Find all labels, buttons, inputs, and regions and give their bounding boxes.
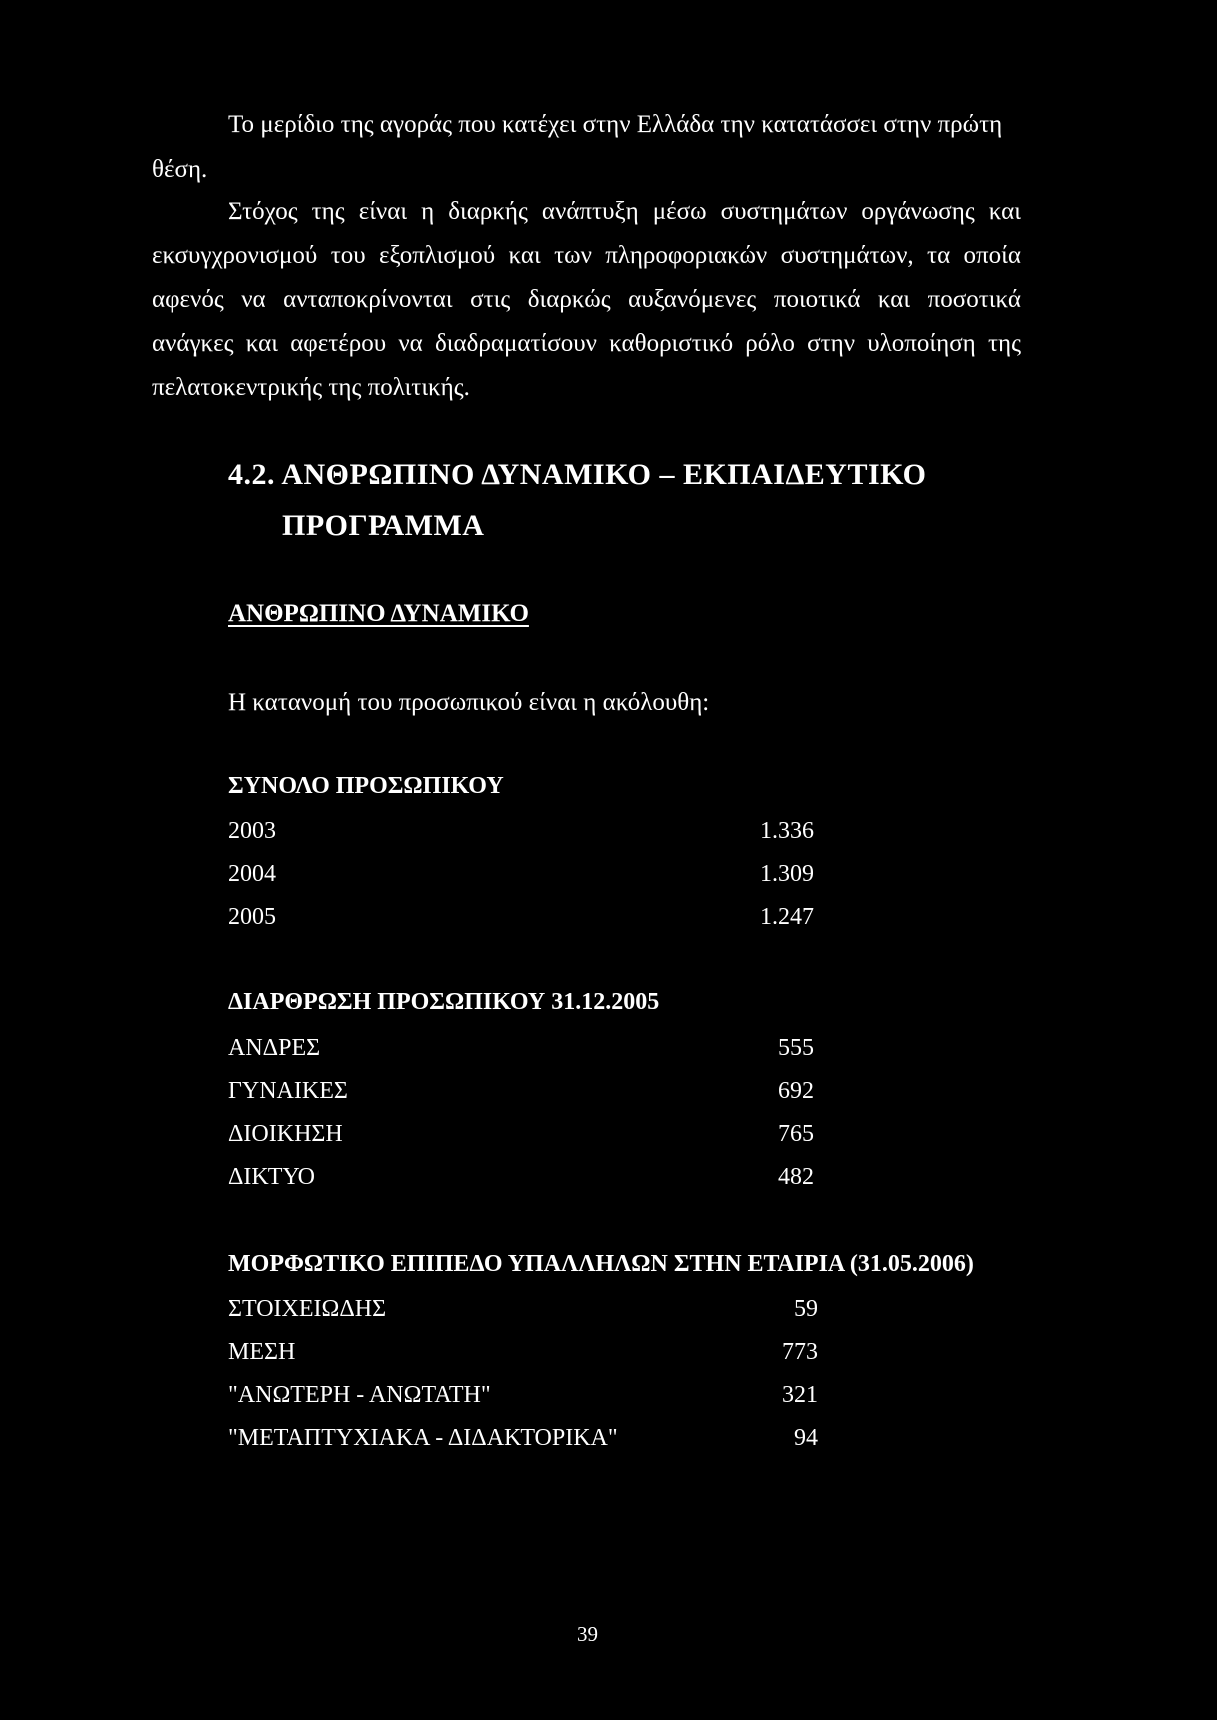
intro-line-2: θέση. <box>152 156 208 183</box>
intro-line-1: Το μερίδιο της αγοράς που κατέχει στην Ελλάδα την κατατάσσει στην πρώτη <box>228 111 1003 138</box>
row-label: ΜΕΣΗ <box>228 1339 296 1365</box>
row-value: 555 <box>778 1035 814 1061</box>
goal-line-1: Στόχος της είναι η διαρκής ανάπτυξη μέσω συστημάτων οργάνωσης και <box>228 198 1021 225</box>
row-value: 94 <box>794 1425 818 1451</box>
goal-line-3: αφενός να ανταποκρίνονται στις διαρκώς αυξανόμενες ποιοτικά και ποσοτικά <box>152 286 1021 313</box>
row-value: 59 <box>794 1296 818 1322</box>
row-label: ΓΥΝΑΙΚΕΣ <box>228 1078 348 1104</box>
row-value: 692 <box>778 1078 814 1104</box>
row-value: 765 <box>778 1121 814 1147</box>
row-value: 773 <box>782 1339 818 1365</box>
section-title-line-2: ΠΡΟΓΡΑΜΜΑ <box>282 509 485 542</box>
page-number: 39 <box>577 1622 598 1646</box>
row-label: "ΑΝΩΤΕΡΗ - ΑΝΩΤΑΤΗ" <box>228 1382 491 1408</box>
row-label: 2004 <box>228 861 276 887</box>
total-staff-heading: ΣΥΝΟΛΟ ΠΡΟΣΩΠΙΚΟΥ <box>228 773 504 799</box>
row-value: 1.247 <box>760 904 814 930</box>
section-title-line-1: 4.2. ΑΝΘΡΩΠΙΝΟ ΔΥΝΑΜΙΚΟ – ΕΚΠΑΙΔΕΥΤΙΚΟ <box>228 458 927 491</box>
row-value: 321 <box>782 1382 818 1408</box>
row-label: ΔΙΟΙΚΗΣΗ <box>228 1121 343 1147</box>
goal-line-2: εκσυγχρονισμού του εξοπλισμού και των πληροφοριακών συστημάτων, τα οποία <box>152 242 1021 269</box>
human-resources-subheading: ΑΝΘΡΩΠΙΝΟ ΔΥΝΑΜΙΚΟ <box>228 600 529 627</box>
row-label: ΑΝΔΡΕΣ <box>228 1035 321 1061</box>
row-value: 1.336 <box>760 818 814 844</box>
goal-line-5: πελατοκεντρικής της πολιτικής. <box>152 374 470 401</box>
row-value: 482 <box>778 1164 814 1190</box>
row-label: 2005 <box>228 904 276 930</box>
goal-line-4: ανάγκες και αφετέρου να διαδραματίσουν καθοριστικό ρόλο στην υλοποίηση της <box>152 330 1021 357</box>
row-label: "ΜΕΤΑΠΤΥΧΙΑΚΑ - ΔΙΔΑΚΤΟΡΙΚΑ" <box>228 1425 618 1451</box>
distribution-intro: Η κατανομή του προσωπικού είναι η ακόλουθη: <box>228 689 710 716</box>
row-label: ΣΤΟΙΧΕΙΩΔΗΣ <box>228 1296 387 1322</box>
education-level-heading: ΜΟΡΦΩΤΙΚΟ ΕΠΙΠΕΔΟ ΥΠΑΛΛΗΛΩΝ ΣΤΗΝ ΕΤΑΙΡΙΑ (31.05.2006) <box>228 1251 974 1277</box>
staff-structure-heading: ΔΙΑΡΘΡΩΣΗ ΠΡΟΣΩΠΙΚΟΥ 31.12.2005 <box>228 989 660 1015</box>
row-label: ΔΙΚΤΥΟ <box>228 1164 315 1190</box>
row-value: 1.309 <box>760 861 814 887</box>
row-label: 2003 <box>228 818 276 844</box>
